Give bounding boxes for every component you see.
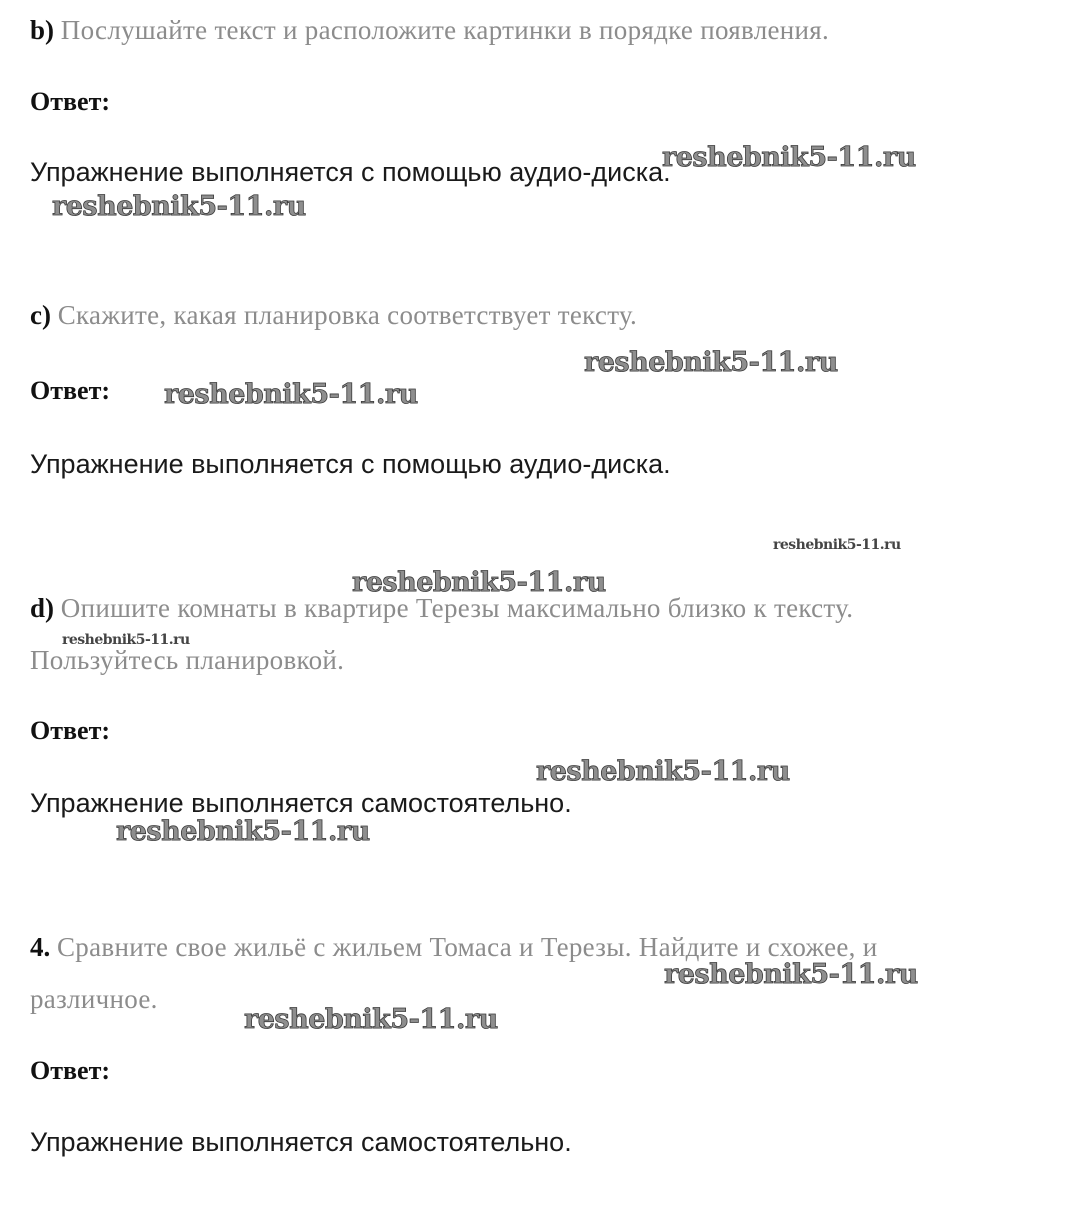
task-4-label: 4. [30, 932, 51, 962]
task-d-question-line1: Опишите комнаты в квартире Терезы максимально близко к тексту. [60, 593, 854, 623]
task-b-question: Послушайте текст и расположите картинки в порядке появления. [60, 15, 830, 45]
task-4-answer-text: Упражнение выполняется самостоятельно. [30, 1127, 572, 1157]
watermark: reshebnik5-11.ru [164, 379, 418, 410]
task-d-answer-label: Ответ: [30, 716, 111, 745]
watermark: reshebnik5-11.ru [244, 1004, 498, 1035]
watermark: reshebnik5-11.ru [584, 347, 838, 378]
watermark: reshebnik5-11.ru [664, 959, 918, 990]
task-d-question-line2: Пользуйтесь планировкой. [30, 645, 345, 675]
task-c-answer-text: Упражнение выполняется с помощью аудио-диска. [30, 449, 671, 479]
watermark: reshebnik5-11.ru [52, 191, 306, 222]
watermark: reshebnik5-11.ru [536, 756, 790, 787]
task-b-label: b) [30, 15, 55, 45]
task-c-answer-label: Ответ: [30, 376, 111, 405]
task-4-question-line1: Сравните свое жильё с жильем Томаса и Терезы. Найдите и схожее, и [57, 932, 878, 962]
task-b-heading [30, 14, 829, 46]
task-c-label: c) [30, 300, 51, 330]
task-c-heading [30, 299, 637, 331]
watermark: reshebnik5-11.ru [352, 567, 606, 598]
task-4-question-line2: различное. [30, 984, 158, 1014]
task-d-answer-text: Упражнение выполняется самостоятельно. [30, 788, 572, 818]
watermark: reshebnik5-11.ru [662, 142, 916, 173]
task-c-question: Скажите, какая планировка соответствует тексту. [57, 300, 638, 330]
watermark: reshebnik5-11.ru [116, 816, 370, 847]
task-b-answer-label: Ответ: [30, 87, 111, 116]
watermark: reshebnik5-11.ru [773, 537, 901, 553]
task-d-label: d) [30, 593, 55, 623]
watermark: reshebnik5-11.ru [62, 632, 190, 648]
task-b-answer-text: Упражнение выполняется с помощью аудио-диска. [30, 157, 671, 187]
task-4-answer-label: Ответ: [30, 1056, 111, 1085]
